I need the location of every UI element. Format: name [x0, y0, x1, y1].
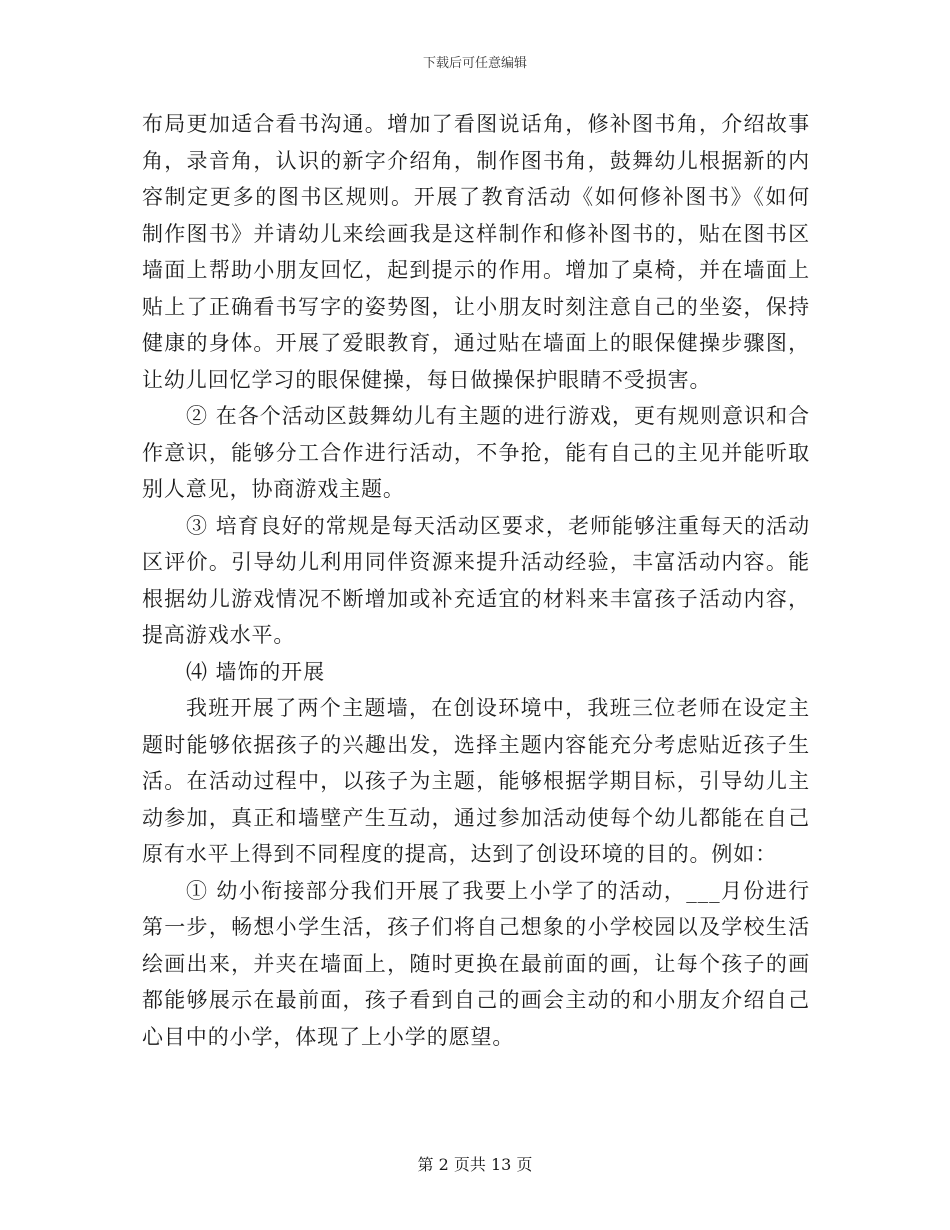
paragraph-library-corner: 布局更加适合看书沟通。增加了看图说话角，修补图书角，介绍故事角，录音角，认识的新字介绍角，制作图书角，鼓舞幼儿根据新的内容制定更多的图书区规则。开展了教育活动《如何修补图书》《如何制作图书》并请幼儿来绘画我是这样制作和修补图书的，贴在图书区墙面上帮助小朋友回忆，起到提示的作用。增加了桌椅，并在墙面上贴上了正确看书写字的姿势图，让小朋友时刻注意自己的坐姿，保持健康的身体。开展了爱眼教育，通过贴在墙面上的眼保健操步骤图，让幼儿回忆学习的眼保健操，每日做操保护眼睛不受损害。: [142, 112, 810, 392]
paragraph-school-transition: ① 幼小衔接部分我们开展了我要上小学了的活动，___月份进行第一步，畅想小学生活，孩子们将自己想象的小学校园以及学校生活绘画出来，并夹在墙面上，随时更换在最前面的画，让每个孩子的画都能够展示在最前面，孩子看到自己的画会主动的和小朋友介绍自己心目中的小学，体现了上小学的愿望。: [142, 878, 810, 1049]
paragraph-routine: ③ 培育良好的常规是每天活动区要求，老师能够注重每天的活动区评价。引导幼儿利用同伴资源来提升活动经验，丰富活动内容。能根据幼儿游戏情况不断增加或补充适宜的材料来丰富孩子活动内容，提高游戏水平。: [142, 513, 810, 647]
section-heading-wall-decoration: ⑷ 墙饰的开展: [186, 659, 325, 684]
paragraph-theme-walls: 我班开展了两个主题墙，在创设环境中，我班三位老师在设定主题时能够依据孩子的兴趣出发，选择主题内容能充分考虑贴近孩子生活。在活动过程中，以孩子为主题，能够根据学期目标，引导幼儿主动参加，真正和墙壁产生互动，通过参加活动使每个幼儿都能在自己原有水平上得到不同程度的提高，达到了创设环境的目的。例如：: [142, 696, 810, 866]
paragraph-activity-areas: ② 在各个活动区鼓舞幼儿有主题的进行游戏，更有规则意识和合作意识，能够分工合作进行活动，不争抢，能有自己的主见并能听取别人意见，协商游戏主题。: [142, 404, 810, 501]
page-header: 下载后可任意编辑: [422, 56, 527, 71]
document-body: [142, 106, 810, 1055]
page-number: 第 2 页共 13 页: [417, 1155, 533, 1174]
